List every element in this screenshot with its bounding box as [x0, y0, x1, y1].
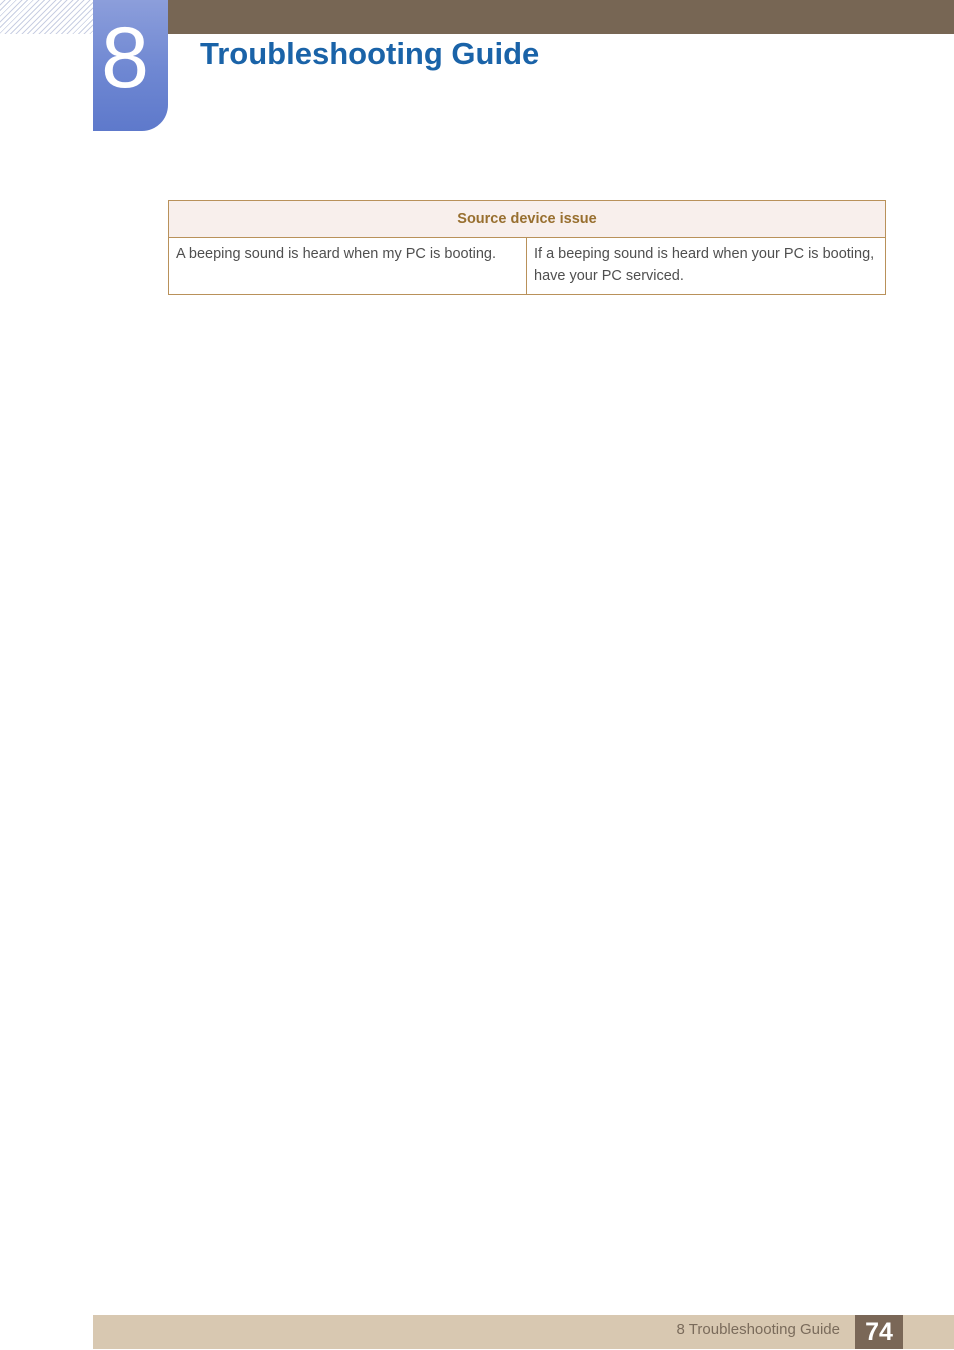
- chapter-number: 8: [101, 10, 149, 106]
- solution-cell: If a beeping sound is heard when your PC is booting, have your PC serviced.: [527, 238, 886, 295]
- table-row: [169, 238, 886, 295]
- footer-bar: [93, 1315, 954, 1349]
- chapter-tab: [93, 0, 168, 131]
- footer-section-label: 8 Troubleshooting Guide: [676, 1321, 840, 1338]
- page-title: Troubleshooting Guide: [200, 36, 540, 71]
- troubleshooting-table: [168, 200, 886, 295]
- header-bar: [168, 0, 954, 34]
- table-header: Source device issue: [169, 201, 886, 238]
- page-number: 74: [855, 1315, 903, 1349]
- problem-cell: A beeping sound is heard when my PC is booting.: [169, 238, 527, 295]
- table-header-row: [169, 201, 886, 238]
- decorative-hatch-pattern: [0, 0, 93, 34]
